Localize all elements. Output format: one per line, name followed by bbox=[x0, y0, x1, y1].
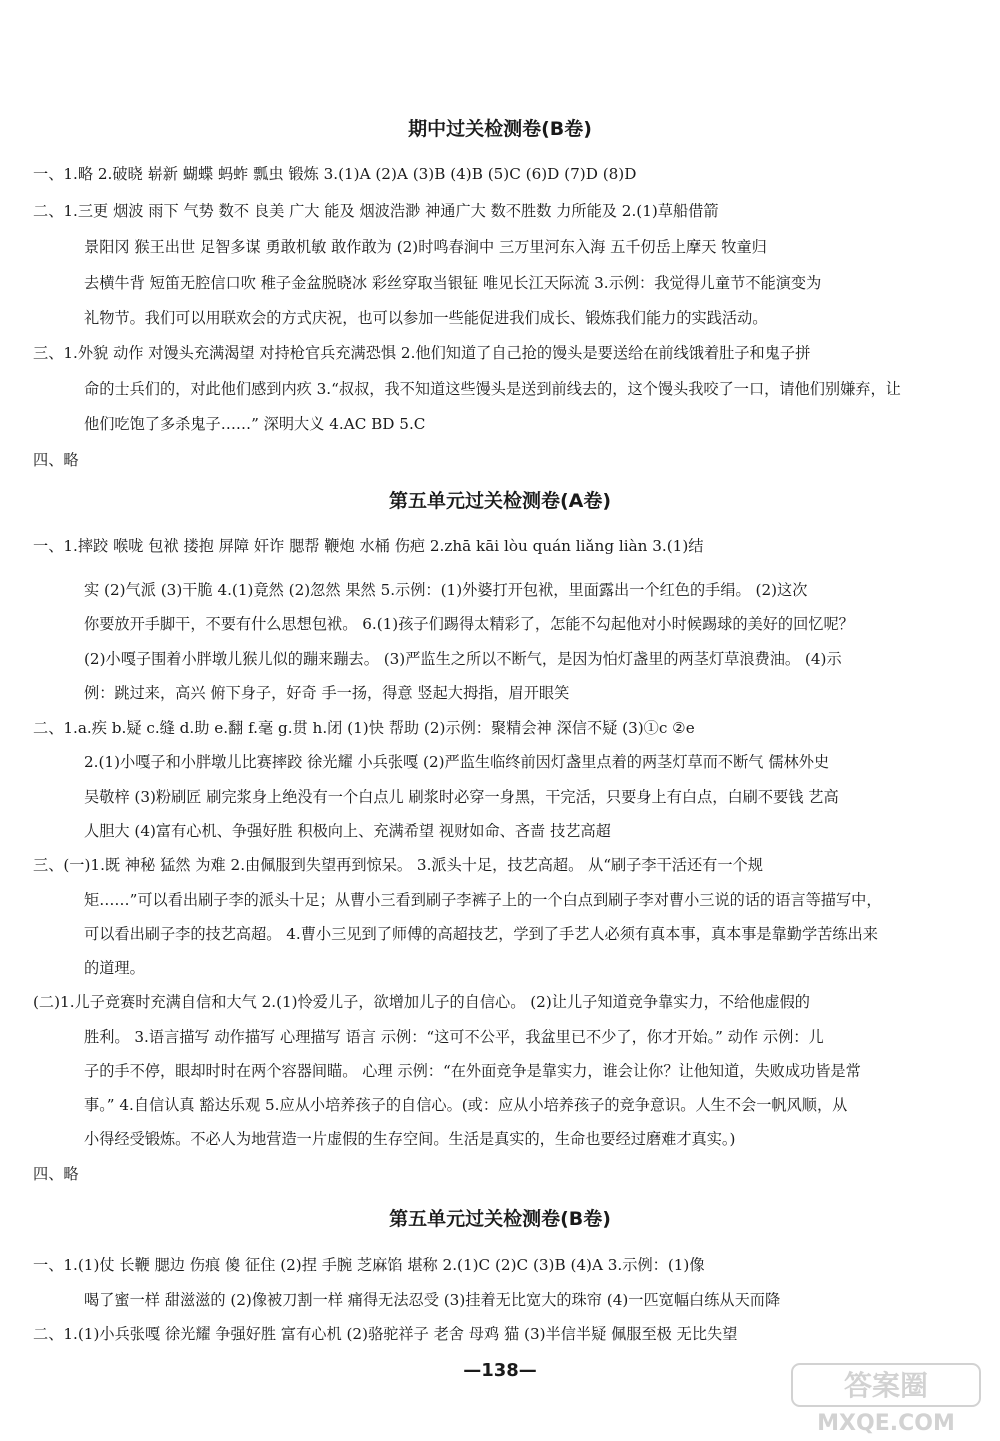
answer-line: 去横牛背 短笛无腔信口吹 稚子金盆脱晓冰 彩丝穿取当银钲 唯见长江天际流 3.示例：我觉得儿童节不能演变为 bbox=[84, 274, 822, 292]
answer-line: 人胆大 (4)富有心机、争强好胜 积极向上、充满希望 视财如命、吝啬 技艺高超 bbox=[84, 822, 611, 840]
answer-line: 实 (2)气派 (3)干脆 4.(1)竟然 (2)忽然 果然 5.示例：(1)外婆打开包袱，里面露出一个红色的手绢。 (2)这次 bbox=[84, 581, 808, 599]
section-title-midterm-b: 期中过关检测卷(B卷) bbox=[408, 118, 592, 140]
answer-line: 一、1.摔跤 喉咙 包袱 搂抱 屏障 奸诈 腮帮 鞭炮 水桶 伤疤 2.zhā kāi lòu quán liǎng liàn 3.(1)结 bbox=[33, 537, 704, 555]
answer-line: 四、略 bbox=[33, 1165, 79, 1183]
answer-line: 小得经受锻炼。不必人为地营造一片虚假的生存空间。生活是真实的，生命也要经过磨难才真实。) bbox=[84, 1130, 736, 1148]
svg-text:答案圈: 答案圈 bbox=[843, 1369, 929, 1402]
answer-line: 三、(一)1.既 神秘 猛然 为难 2.由佩服到失望再到惊呆。 3.派头十足，技艺高超。 从“刷子李干活还有一个规 bbox=[33, 856, 763, 874]
svg-text:MXQE.COM: MXQE.COM bbox=[817, 1411, 955, 1434]
answer-line: 你要放开手脚干，不要有什么思想包袱。 6.(1)孩子们踢得太精彩了，怎能不勾起他对小时候踢球的美好的回忆呢？ bbox=[84, 615, 854, 633]
answer-line: 2.(1)小嘎子和小胖墩儿比赛摔跤 徐光耀 小兵张嘎 (2)严监生临终前因灯盏里点着的两茎灯草而不断气 儒林外史 bbox=[84, 753, 830, 771]
answer-line: 二、1.(1)小兵张嘎 徐光耀 争强好胜 富有心机 (2)骆驼祥子 老舍 母鸡 猫 (3)半信半疑 佩服至极 无比失望 bbox=[33, 1325, 738, 1343]
answer-line: 他们吃饱了多杀鬼子……” 深明大义 4.AC BD 5.C bbox=[84, 415, 426, 433]
answer-line: 一、1.(1)仗 长鞭 腮边 伤痕 傻 征住 (2)捏 手腕 芝麻馅 堪称 2.(1)C (2)C (3)B (4)A 3.示例：(1)像 bbox=[33, 1256, 705, 1274]
page-number: —138— bbox=[463, 1360, 537, 1381]
answer-line: 命的士兵们的，对此他们感到内疚 3.“叔叔，我不知道这些馒头是送到前线去的，这个馒头我咬了一口，请他们别嫌弃，让 bbox=[84, 380, 901, 398]
section-title-unit5-b: 第五单元过关检测卷(B卷) bbox=[389, 1208, 611, 1230]
answer-line: 二、1.三更 烟波 雨下 气势 数不 良美 广大 能及 烟波浩渺 神通广大 数不胜数 力所能及 2.(1)草船借箭 bbox=[33, 202, 719, 220]
answer-line: (二)1.儿子竞赛时充满自信和大气 2.(1)怜爱儿子，欲增加儿子的自信心。 (2)让儿子知道竞争靠实力，不给他虚假的 bbox=[33, 993, 810, 1011]
section-title-unit5-a: 第五单元过关检测卷(A卷) bbox=[388, 490, 612, 512]
answer-line: 事。” 4.自信认真 豁达乐观 5.应从小培养孩子的自信心。(或：应从小培养孩子的竞争意识。人生不会一帆风顺，从 bbox=[84, 1096, 848, 1114]
answer-line: 一、1.略 2.破晓 崭新 蝴蝶 蚂蚱 瓢虫 锻炼 3.(1)A (2)A (3)B (4)B (5)C (6)D (7)D (8)D bbox=[33, 165, 637, 183]
answer-line: 四、略 bbox=[33, 451, 79, 469]
answer-line: (2)小嘎子围着小胖墩儿猴儿似的蹦来蹦去。 (3)严监生之所以不断气，是因为怕灯盏里的两茎灯草浪费油。 (4)示 bbox=[84, 650, 842, 668]
answer-line: 胜利。 3.语言描写 动作描写 心理描写 语言 示例：“这可不公平，我盆里已不少了，你才开始。” 动作 示例：儿 bbox=[84, 1028, 824, 1046]
answer-line: 矩……”可以看出刷子李的派头十足；从曹小三看到刷子李裤子上的一个白点到刷子李对曹小三说的话的语言等描写中， bbox=[84, 891, 882, 909]
answer-line: 例：跳过来，高兴 俯下身子，好奇 手一扬，得意 竖起大拇指，眉开眼笑 bbox=[84, 684, 570, 702]
answer-line: 礼物节。我们可以用联欢会的方式庆祝，也可以参加一些能促进我们成长、锻炼我们能力的实践活动。 bbox=[84, 309, 768, 327]
answer-line: 喝了蜜一样 甜滋滋的 (2)像被刀割一样 痛得无法忍受 (3)挂着无比宽大的珠帘 (4)一匹宽幅白练从天而降 bbox=[84, 1291, 781, 1309]
answer-line: 景阳冈 猴王出世 足智多谋 勇敢机敏 敢作敢为 (2)时鸣春涧中 三万里河东入海 五千仞岳上摩天 牧童归 bbox=[84, 238, 767, 256]
answer-line: 二、1.a.疾 b.疑 c.缝 d.助 e.翻 f.毫 g.贯 h.闭 (1)快 帮助 (2)示例：聚精会神 深信不疑 (3)①c ②e bbox=[33, 719, 695, 737]
answer-line: 可以看出刷子李的技艺高超。 4.曹小三见到了师傅的高超技艺，学到了手艺人必须有真本事，真本事是靠勤学苦练出来 bbox=[84, 925, 878, 943]
answer-line: 的道理。 bbox=[84, 959, 145, 977]
answer-line: 吴敬梓 (3)粉刷匠 刷完浆身上绝没有一个白点儿 刷浆时必穿一身黑，干完活，只要身上有白点，白刷不要钱 艺高 bbox=[84, 788, 839, 806]
answer-line: 三、1.外貌 动作 对馒头充满渴望 对持枪官兵充满恐惧 2.他们知道了自己抢的馒头是要送给在前线饿着肚子和鬼子拼 bbox=[33, 344, 811, 362]
answer-line: 子的手不停，眼却时时在两个容器间瞄。 心理 示例：“在外面竞争是靠实力，谁会让你？让他知道，失败成功皆是常 bbox=[84, 1062, 861, 1080]
watermark-logo bbox=[786, 1362, 986, 1434]
